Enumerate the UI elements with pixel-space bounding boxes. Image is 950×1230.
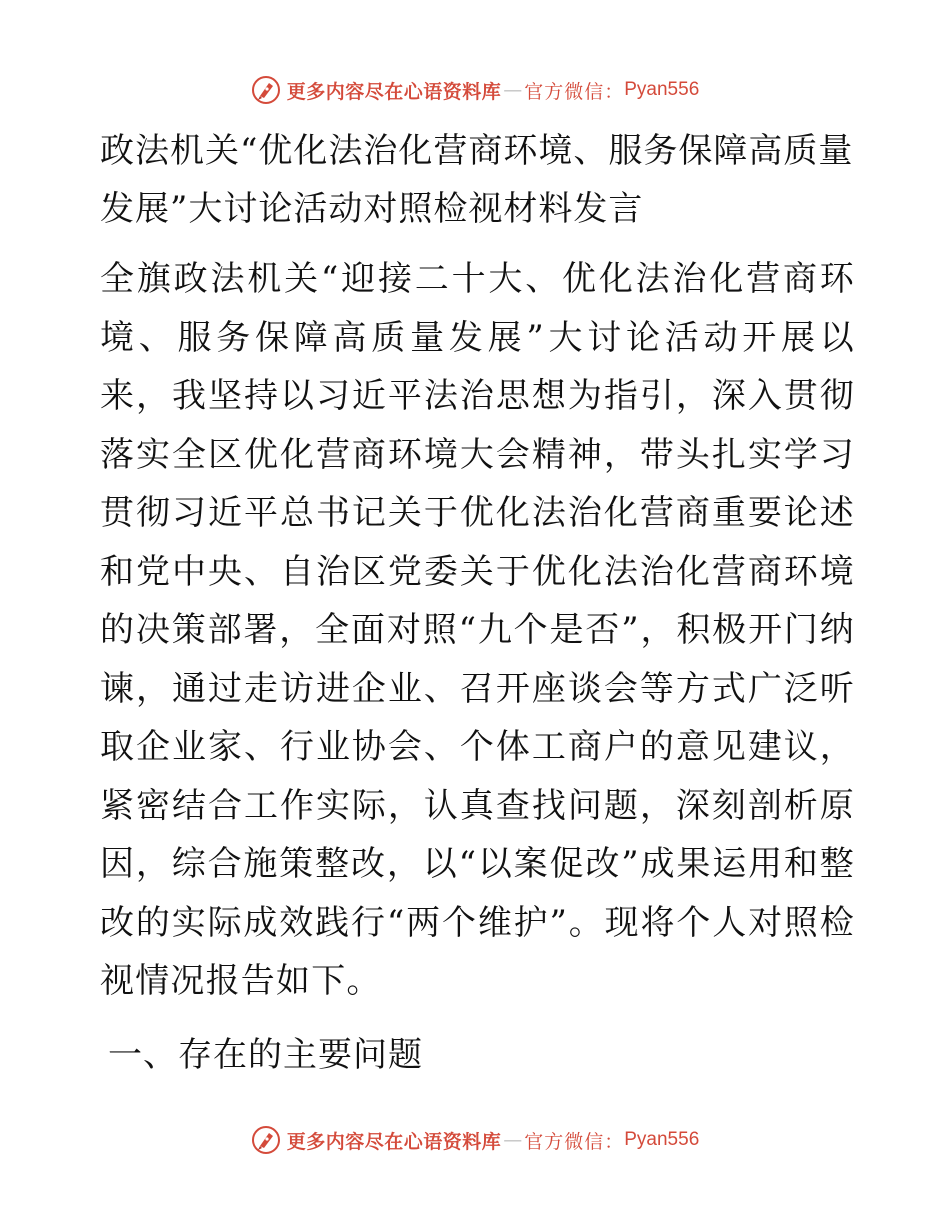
watermark-text: 更多内容尽在心语资料库 xyxy=(286,1130,502,1153)
footer-watermark xyxy=(0,1120,950,1160)
watermark-wechat-id: Pyan556 xyxy=(624,1129,700,1150)
watermark-text: 更多内容尽在心语资料库 xyxy=(286,80,502,103)
pen-nib-logo-icon xyxy=(251,75,281,105)
pen-nib-logo-icon xyxy=(251,1125,281,1155)
section-heading: 一、存在的主要问题 xyxy=(108,1035,423,1075)
watermark-wechat-label: 官方微信： xyxy=(524,1130,625,1153)
watermark-wechat-id: Pyan556 xyxy=(624,79,700,100)
document-title: 政法机关“优化法治化营商环境、服务保障高质量发展”大讨论活动对照检视材料发言 xyxy=(100,131,854,229)
watermark-wechat-label: 官方微信： xyxy=(524,80,625,103)
watermark-dash: — xyxy=(503,1129,523,1151)
watermark-dash: — xyxy=(503,79,523,101)
body-paragraph: 全旗政法机关“迎接二十大、优化法治化营商环境、服务保障高质量发展”大讨论活动开展以来，我坚持以习近平法治思想为指引，深入贯彻落实全区优化营商环境大会精神，带头扎实学习贯彻习近平总书记关于优化法治化营商重要论述和党中央、自治区党委关于优化法治化营商环境的决策部署，全面对照“九个是否”，积极开门纳谏，通过走访进企业、召开座谈会等方式广泛听取企业家、行业协会、个体工商户的意见建议，紧密结合工作实际，认真查找问题，深刻剖析原因，综合施策整改，以“以案促改”成果运用和整改的实际成效践行“两个维护”。现将个人对照检视情况报告如下。 xyxy=(100,259,855,1001)
header-watermark xyxy=(0,70,950,110)
